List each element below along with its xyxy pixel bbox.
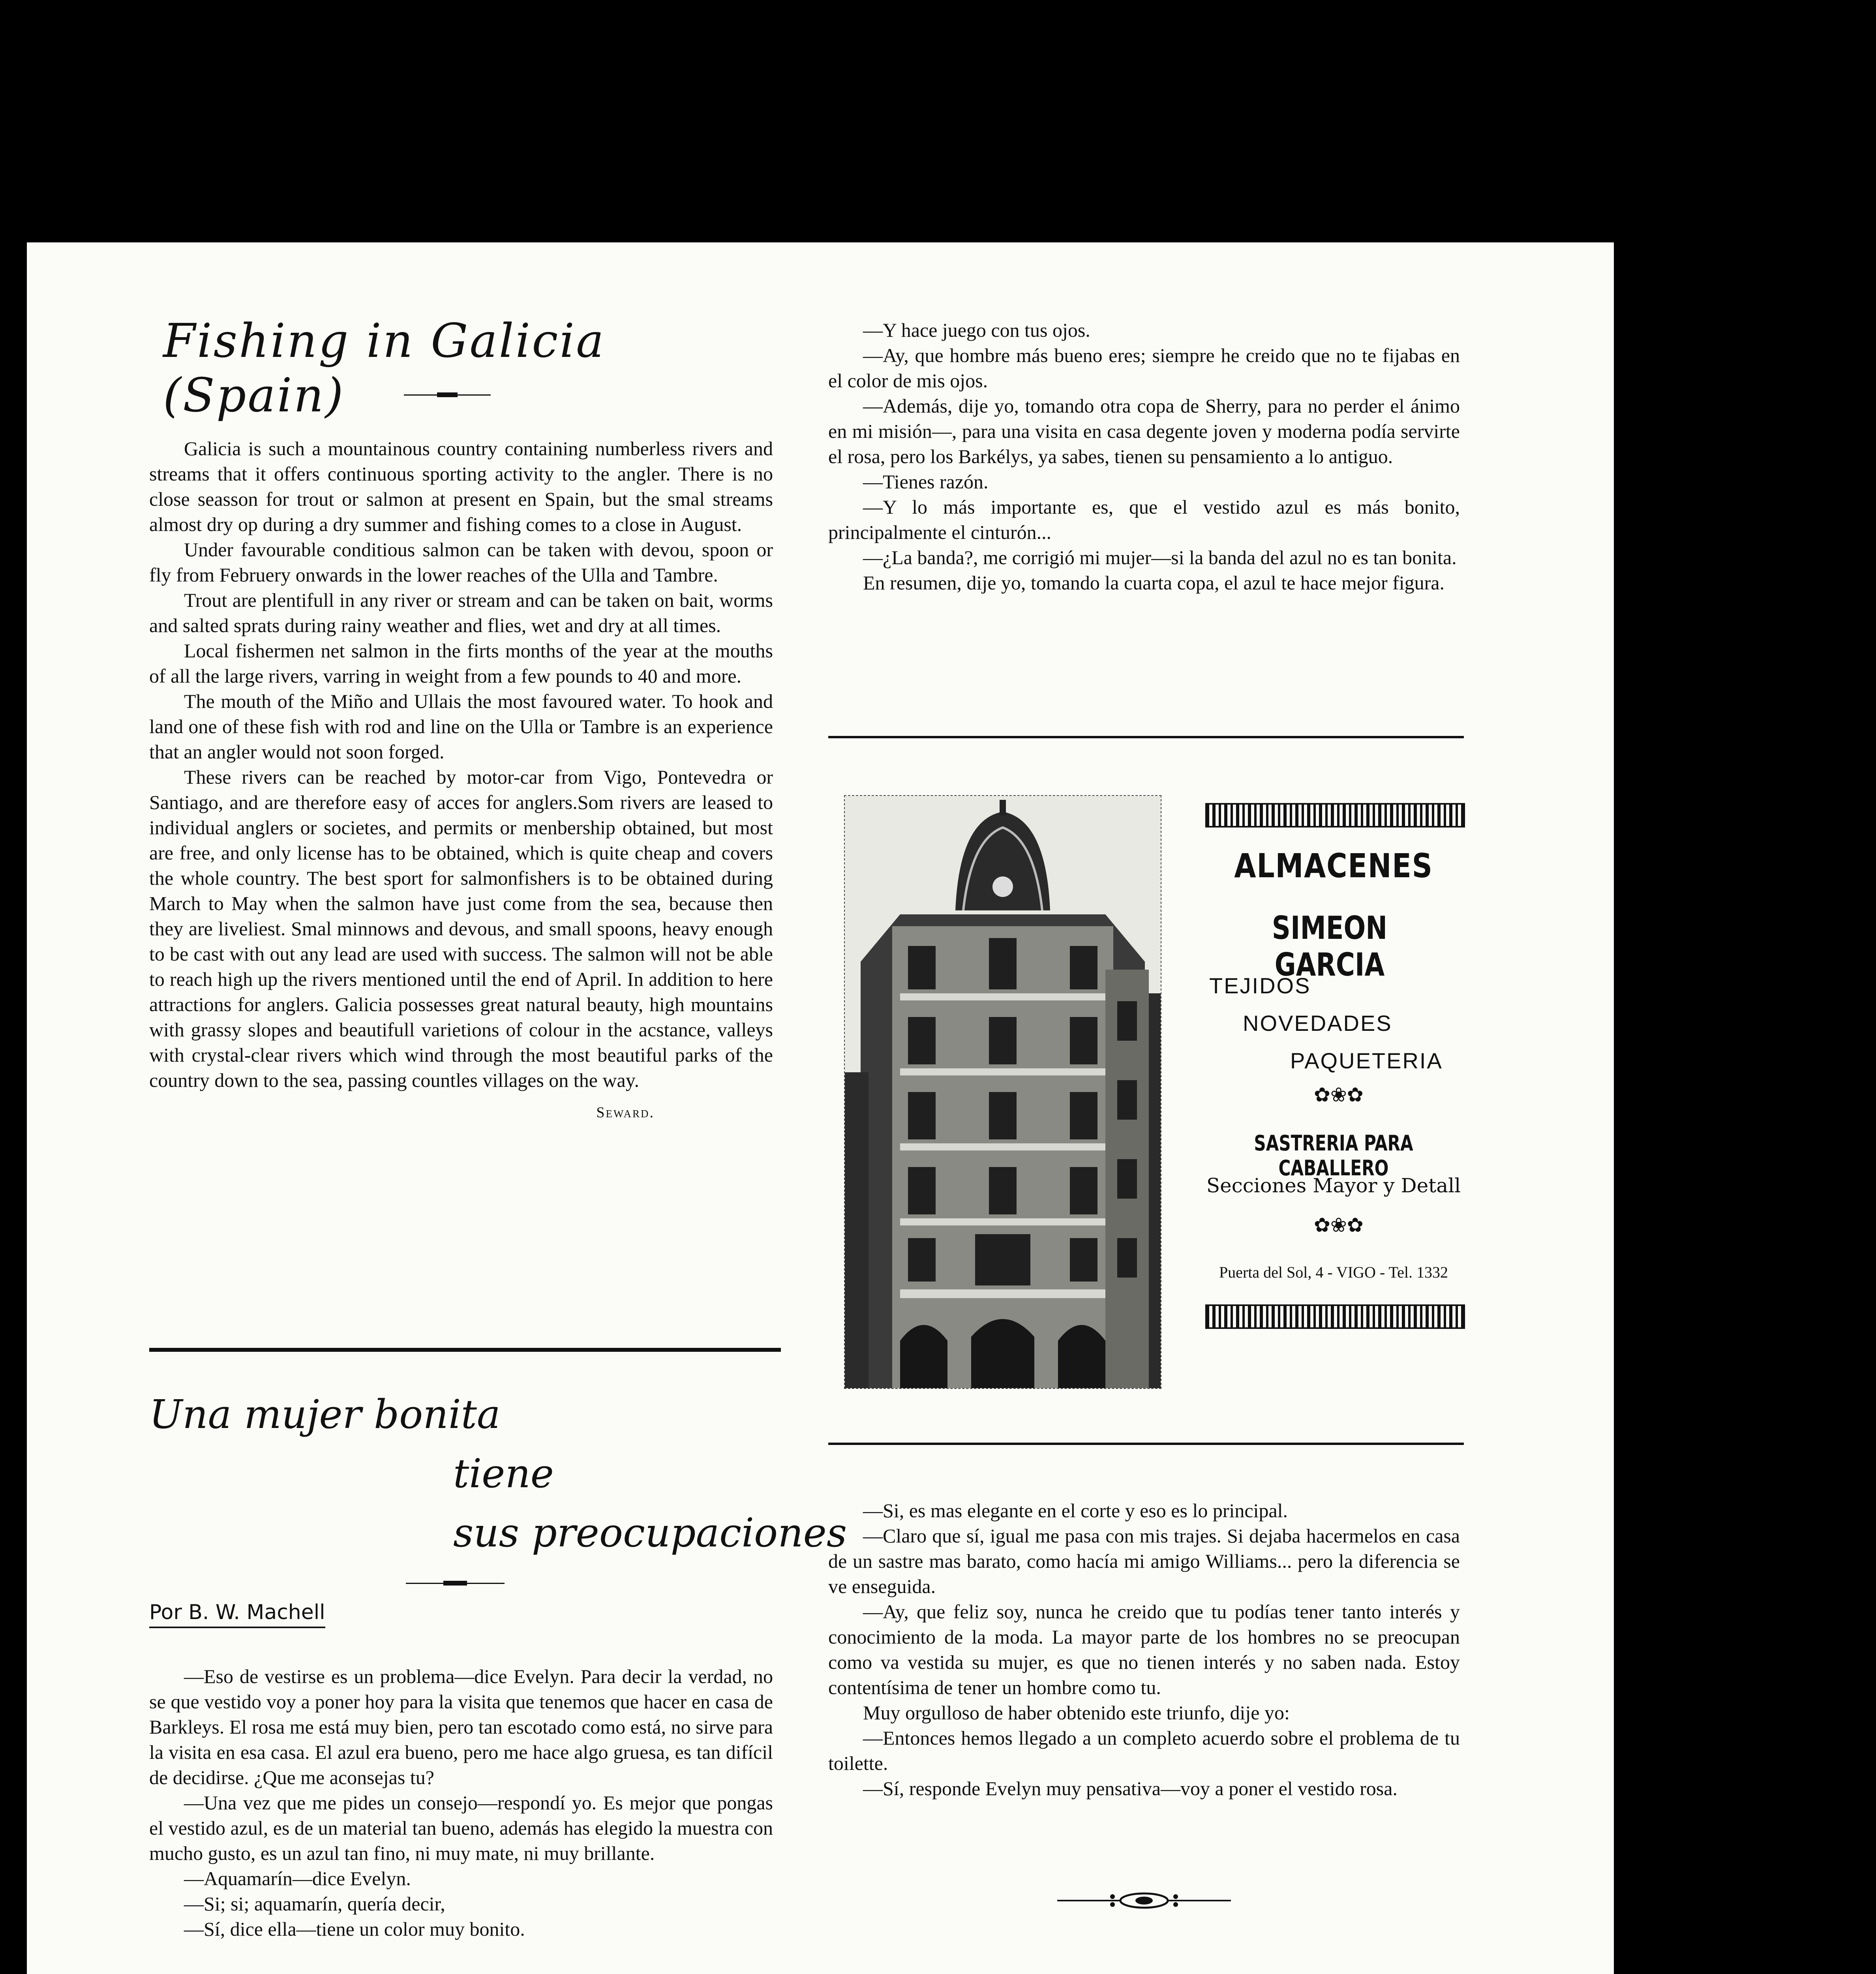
mujer-title-line1: Una mujer bonita [149,1391,501,1437]
newspaper-page [27,242,1614,1974]
ad-bottom-rule [828,1443,1464,1445]
store-tailoring-label: SASTRERIA PARA CABALLERO [1254,1131,1413,1180]
mujer-paragraph: —Ay, que hombre más bueno eres; siempre he creido que no te fijabas en el color de mis ojos. [828,344,1460,392]
mujer-left-column [149,1664,773,1942]
store-name-line2: SIMEON GARCIA [1272,910,1388,983]
mujer-paragraph: —Sí, responde Evelyn muy pensativa—voy a poner el vestido rosa. [863,1777,1398,1799]
mujer-paragraph: —Eso de vestirse es un problema—dice Evelyn. Para decir la verdad, no se que vestido voy a poner hoy para la visita que tenemos que hacer en casa de Barkleys. El rosa me está muy bien, pero tan escotado como está, no sirve para la visita en esa casa. El azul era bueno, pero me hace algo gruesa, es tan difícil de decidirse. ¿Que me aconsejas tu? [149,1665,773,1788]
mujer-paragraph: —Si; si; aquamarín, quería decir, [184,1893,445,1915]
mujer-paragraph: —Sí, dice ella—tiene un color muy bonito. [184,1918,525,1940]
flourish-icon: ✿❀✿ [1314,1214,1364,1236]
mujer-paragraph: —Y lo más importante es, que el vestido azul es más bonito, principalmente el cinturón... [828,496,1460,543]
mujer-paragraph: —¿La banda?, me corrigió mi mujer—si la banda del azul no es tan bonita. [863,546,1457,569]
mujer-paragraph: —Además, dije yo, tomando otra copa de Sherry, para no perder el ánimo en mi misión—, para una visita en casa degente joven y moderna podía servirte el rosa, pero los Barkélys, ya sabes, tienen su pensamiento a lo antiguo. [828,395,1460,467]
store-sections: Secciones Mayor y Detall [1206,1174,1461,1197]
fishing-paragraph: Under favourable conditious salmon can be taken with devou, spoon or fly from Februery onwards in the lower reaches of the Ulla and Tambre. [149,539,773,586]
mujer-right-bottom-column [828,1498,1460,1801]
fishing-paragraph: Trout are plentifull in any river or stream and can be taken on bait, worms and salted sprats during rainy weather and flies, wet and dry at all times. [149,589,773,636]
title-ornament [404,392,491,398]
mujer-paragraph: En resumen, dije yo, tomando la cuarta copa, el azul te hace mejor figura. [863,572,1445,594]
mujer-paragraph: Muy orgulloso de haber obtenido este triunfo, dije yo: [863,1702,1290,1724]
building-photo [844,795,1161,1389]
store-advertisement [844,795,1468,1395]
fishing-paragraph: Galicia is such a mountainous country containing numberless rivers and streams that it offers continuous sporting activity to the angler. There is no close seasson for trout or salmon at present en Spain, but the smal streams almost dry op during a dry summer and fishing comes to a close in August. [149,437,773,535]
mujer-paragraph: —Tienes razón. [863,471,989,493]
title-ornament [406,1581,505,1586]
mujer-title-line2: tiene [453,1450,554,1497]
fishing-signature: Seward. [596,1104,655,1121]
ad-decorative-border-top [1205,803,1465,828]
store-item-paqueteria: PAQUETERIA [1290,1048,1443,1073]
fishing-paragraph: These rivers can be reached by motor-car from Vigo, Pontevedra or Santiago, and are therefore easy of acces for anglers.Som rivers are leased to individual anglers or societes, and permits or menbership obtained, but most are free, and only license has to be obtained, which is quite cheap and covers the whole country. The best sport for salmonfishers is to be obtained during March to May when the salmon have just come from the sea, because then they are liveliest. Smal minnows and devous, and small spoons, heavy enough to be cast with out any lead are used with success. The salmon will not be able to reach high up the rivers mentioned until the end of April. In addition to here attractions for anglers. Galicia possesses great natural beauty, high mountains with grassy slopes and beautifull varietions of colour in the acstance, valleys with crystal-clear rivers which wind through the most beautiful parks of the country down to the sea, passing countles villages on the way. [149,766,773,1091]
mujer-paragraph: —Claro que sí, igual me pasa con mis trajes. Si dejaba hacermelos en casa de un sastre mas barato, como hacía mi amigo Williams... pero la diferencia se ve enseguida. [828,1525,1460,1597]
store-item-tejidos: TEJIDOS [1209,973,1311,998]
fishing-article-title: Fishing in Galicia (Spain) [163,313,606,422]
mujer-paragraph: —Entonces hemos llegado a un completo acuerdo sobre el problema de tu toilette. [828,1727,1460,1774]
flourish-icon: ✿❀✿ [1314,1084,1364,1106]
building-illustration [845,796,1161,1388]
mujer-byline: Por B. W. Machell [149,1601,325,1628]
fishing-paragraph: The mouth of the Miño and Ullais the most favoured water. To hook and land one of these fish with rod and line on the Ulla or Tambre is an experience that an angler would not soon forged. [149,690,773,763]
mujer-paragraph: —Y hace juego con tus ojos. [863,319,1090,341]
mujer-right-top-column [828,317,1460,595]
fishing-article-body [149,436,773,1121]
column-divider-rule [149,1348,781,1352]
fishing-paragraph: Local fishermen net salmon in the firts months of the year at the mouths of all the large rivers, varring in weight from a few pounds to 40 and more. [149,640,773,687]
mujer-paragraph: —Una vez que me pides un consejo—respondí yo. Es mejor que pongas el vestido azul, es de un material tan bueno, además has elegido la muestra con mucho gusto, es un azul tan fino, ni muy mate, ni muy brillante. [149,1792,773,1864]
store-address: Puerta del Sol, 4 - VIGO - Tel. 1332 [1219,1263,1448,1281]
mujer-paragraph: —Aquamarín—dice Evelyn. [184,1867,411,1890]
ad-decorative-border-bottom [1205,1304,1465,1329]
mujer-paragraph: —Ay, que feliz soy, nunca he creido que tu podías tener tanto interés y conocimiento de la moda. La mayor parte de los hombres no se preocupan como va vestida su mujer, es que no tienen interés y no saben nada. Estoy contentísima de tener un hombre como tu. [828,1601,1460,1698]
mujer-title-line3: sus preocupaciones [453,1510,847,1556]
mujer-paragraph: —Si, es mas elegante en el corte y eso es lo principal. [863,1499,1288,1522]
ad-top-rule [828,736,1464,738]
store-name-line1: ALMACENES [1234,846,1433,885]
end-ornament-icon [1053,1889,1235,1912]
store-item-novedades: NOVEDADES [1243,1011,1392,1036]
